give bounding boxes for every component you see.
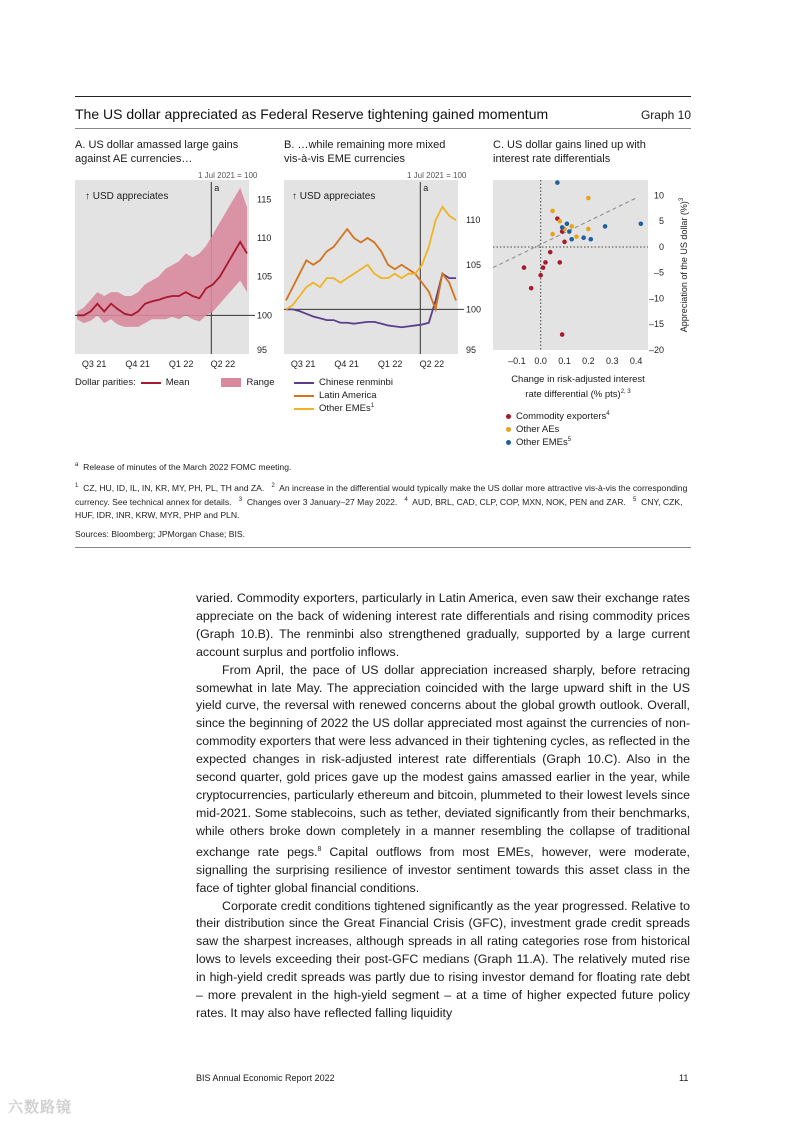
commodity-exporters-point [562,240,567,245]
panel-a-annotation: ↑ USD appreciates [85,191,169,202]
legend-range-label: Range [246,377,275,388]
a-ytick: 95 [257,345,268,355]
panel-c-ytick: –10 [648,293,664,304]
other-emes-point [588,237,593,242]
b-event-label: a [423,183,429,193]
commodity-exporters-point [541,265,546,270]
legend-other-aes-label: Other AEs [516,424,560,435]
panel-c-xlabel [493,374,663,401]
panel-b-title-line2: vis-à-vis EME currencies [284,153,406,165]
legend-other-emes-sup: 1 [370,402,375,409]
fn5-text: CNY, CZK, HUF, IDR, INR, KRW, MYR, PHP and PLN. [75,497,683,520]
legend-other-emes-c-label: Other EMEs [516,437,568,449]
panel-c-title-line2: interest rate differentials [493,153,611,165]
panel-b-title-line1: B. …while remaining more mixed [284,139,446,151]
footnotes [75,480,691,521]
panel-a-chart [75,180,275,369]
body-paragraph-3: Corporate credit conditions tightened significantly as the year progressed. Relative to their distribution since the Great Financial Crisis (GFC), investment grade credit spreads saw the sharpest increases, although spreads in all rating categories rose from historical lows to levels exceeding their post-GFC medians (Graph 11.A). The relatively muted rise in high-yield credit spreads was partly due to rising investor demand for floating rate debt – more prevalent in the high-yield segment – at a time of higher expected future policy rates. It may also have reflected falling liquidity [196,898,690,1020]
panel-b-plot-bg [284,180,458,354]
panel-c-ytick: –5 [653,267,664,278]
a-xtick: Q4 21 [125,359,150,369]
legend-commodity [506,410,610,423]
panel-c-xlabel-sup: 2, 3 [620,389,631,395]
other-emes-point [639,221,644,226]
panel-c-xlabel-line2: rate differential (% pts) [525,389,621,401]
other-emes-point [569,237,574,242]
commodity-exporters-point [548,250,553,255]
other-aes-point [586,196,591,201]
other-emes-dot [506,440,511,445]
body-paragraph-2-a: From April, the pace of US dollar appreciation increased sharply, before retracing somewhat in late May. The appreciation coincided with the large upward shift in the US yield curve, the reversal with renewed concerns about the global growth outlook. Overall, since the beginning of 2022 the US dollar appreciated most against the currencies of non-commodity exporters that were less advanced in their tightening cycles, as reflected in the expected changes in risk-adjusted interest rate differentials (Graph 10.C). Also in the second quarter, gold prices gave up the modest gains amassed earlier in the year, while cryptocurrencies, particularly ethereum and bitcoin, plummeted to their lowest levels since mid-2021. Some stablecoins, such as tether, deviated significantly from their benchmarks, while others broke down completely in a manner resembling the collapse of traditional exchange rate pegs. [196,662,690,859]
panel-c-ytick: 10 [653,190,664,201]
b-xtick: Q1 22 [377,359,403,369]
panel-b-legend [294,376,393,415]
note-a-text: Release of minutes of the March 2022 FOMC meeting. [83,461,292,472]
graph-title: The US dollar appreciated as Federal Reserve tightening gained momentum [75,106,549,122]
panel-c-xtick: 0.3 [605,356,619,366]
commodity-exporters-point [560,332,565,337]
b-ytick: 105 [466,259,482,270]
other-emes-point [581,235,586,240]
panel-a-title-line1: A. US dollar amassed large gains [75,139,239,151]
panel-c-ytick: –20 [648,345,664,355]
fn4-text: AUD, BRL, CAD, CLP, COP, MXN, NOK, PEN and ZAR. [412,497,626,508]
other-emes-point [603,224,608,229]
panel-a-legend-prefix: Dollar parities: [75,377,136,388]
fn4-num: 4 [404,497,408,504]
panel-c-title [493,138,683,166]
latam-swatch [294,395,314,397]
panel-a-legend [75,376,274,389]
commodity-exporters-point [543,260,548,265]
renminbi-swatch [294,382,314,384]
panel-c-chart [493,180,693,372]
legend-renminbi [294,376,393,389]
panel-c-xlabel-line1: Change in risk-adjusted interest [511,374,645,385]
legend-latam [294,389,393,402]
a-xtick: Q1 22 [168,359,194,369]
panel-a-title [75,138,265,166]
legend-commodity-sup: 4 [606,410,610,417]
panel-b-annotation: ↑ USD appreciates [292,191,376,202]
a-ytick: 105 [257,271,273,282]
sources: Sources: Bloomberg; JPMorgan Chase; BIS. [75,529,246,539]
a-ytick: 110 [257,233,272,243]
range-swatch [221,378,241,387]
other-aes-dot [506,427,511,432]
legend-mean-label: Mean [165,377,190,388]
fn1-text: CZ, HU, ID, IL, IN, KR, MY, PH, PL, TH and ZA. [83,482,265,493]
panel-c-plot-bg [493,180,648,350]
other-emes-point [567,229,572,234]
a-event-label: a [214,183,220,193]
a-ytick: 115 [257,194,272,205]
panel-c-ytick: 0 [658,241,664,252]
legend-other-emes [294,402,393,415]
mean-swatch [141,382,161,384]
fn2-text: An increase in the differential would typically make the US dollar more attractive vis-à-vis the corresponding currency. See technical annex for details. [75,482,688,508]
legend-renminbi-label: Chinese renminbi [319,377,393,388]
panel-c-xtick: –0.1 [508,356,526,366]
panel-c-legend [506,410,610,449]
other-aes-point [586,227,591,232]
fn3-num: 3 [238,497,243,504]
a-ytick: 100 [257,310,273,321]
panel-c-ytick: –15 [648,319,664,330]
panel-b-title [284,138,474,166]
commodity-exporters-point [529,286,534,291]
commodity-exporters-point [538,273,543,278]
other-aes-point [574,234,579,239]
b-xtick: Q2 22 [419,359,445,369]
b-xtick: Q4 21 [334,359,359,369]
graph-number: Graph 10 [640,108,691,122]
panel-b-index-note: 1 Jul 2021 = 100 [407,171,467,180]
commodity-exporters-point [522,265,527,270]
panel-c-xtick: 0.1 [558,356,571,366]
legend-other-aes [506,423,610,436]
other-emes-point [560,225,565,230]
footer-page-number: 11 [679,1073,689,1083]
fn3-text: Changes over 3 January–27 May 2022. [246,497,398,508]
note-a: $^a$ Release of minutes of the March 2022 FOMC meeting. [75,461,292,472]
b-xtick: Q3 21 [290,359,316,369]
body-text [196,590,690,1023]
legend-other-emes-label: Other EMEs [319,403,371,415]
panel-b-chart [284,180,484,369]
panel-c-ylabel-text: Appreciation of the US dollar (%) [679,201,689,333]
other-aes-point [550,232,555,237]
body-paragraph-1: varied. Commodity exporters, particularly in Latin America, even saw their exchange rates appreciate on the back of widening interest rate differentials and rising commodity prices (Graph 10.B). The renminbi also strengthened gradually, supported by a large current account surplus and portfolio inflows. [196,591,690,659]
a-xtick: Q2 22 [210,359,236,369]
b-ytick: 110 [466,215,481,226]
body-paragraph-2-b: Capital outflows from most EMEs, however, were moderate, signalling the surprising resilience of investor sentiment towards this asset class in the face of tighter global financial conditions. [196,844,690,895]
legend-commodity-label: Commodity exporters [516,411,607,423]
fn5-num: 5 [632,497,637,504]
panel-c-xtick: 0.2 [582,356,595,366]
footer-publication: BIS Annual Economic Report 2022 [196,1073,335,1083]
panel-c-xtick: 0.4 [629,356,643,366]
footnote-ref-8[interactable]: 8 [317,845,322,853]
watermark: 六数路镜 [8,1099,73,1116]
other-aes-point [569,224,574,229]
other-emes-swatch [294,408,314,410]
panel-a-index-note: 1 Jul 2021 = 100 [198,171,258,180]
commodity-exporters-point [557,260,562,265]
panel-c-ylabel-sup: 3 [679,197,685,202]
panel-c-xtick: 0.0 [534,356,547,366]
legend-latam-label: Latin America [319,390,377,401]
panel-c-ytick: 5 [658,216,664,227]
body-paragraph-2 [196,662,690,898]
b-ytick: 100 [466,304,482,315]
top-rule [75,96,691,97]
commodity-dot [506,414,511,419]
a-xtick: Q3 21 [81,359,107,369]
legend-other-emes-c [506,436,610,449]
bottom-rule [75,547,691,548]
b-ytick: 95 [466,345,477,355]
fn2-num: 2 [271,483,275,489]
panel-a-title-line2: against AE currencies… [75,153,193,165]
other-emes-point [565,221,570,226]
legend-other-emes-c-sup: 5 [567,436,572,443]
other-emes-point [555,180,560,185]
panel-c-ylabel [679,197,689,332]
title-rule [75,128,691,129]
other-aes-point [550,209,555,214]
other-aes-point [557,219,562,224]
fn1-num: 1 [75,483,79,489]
panel-c-title-line1: C. US dollar gains lined up with [493,139,646,151]
